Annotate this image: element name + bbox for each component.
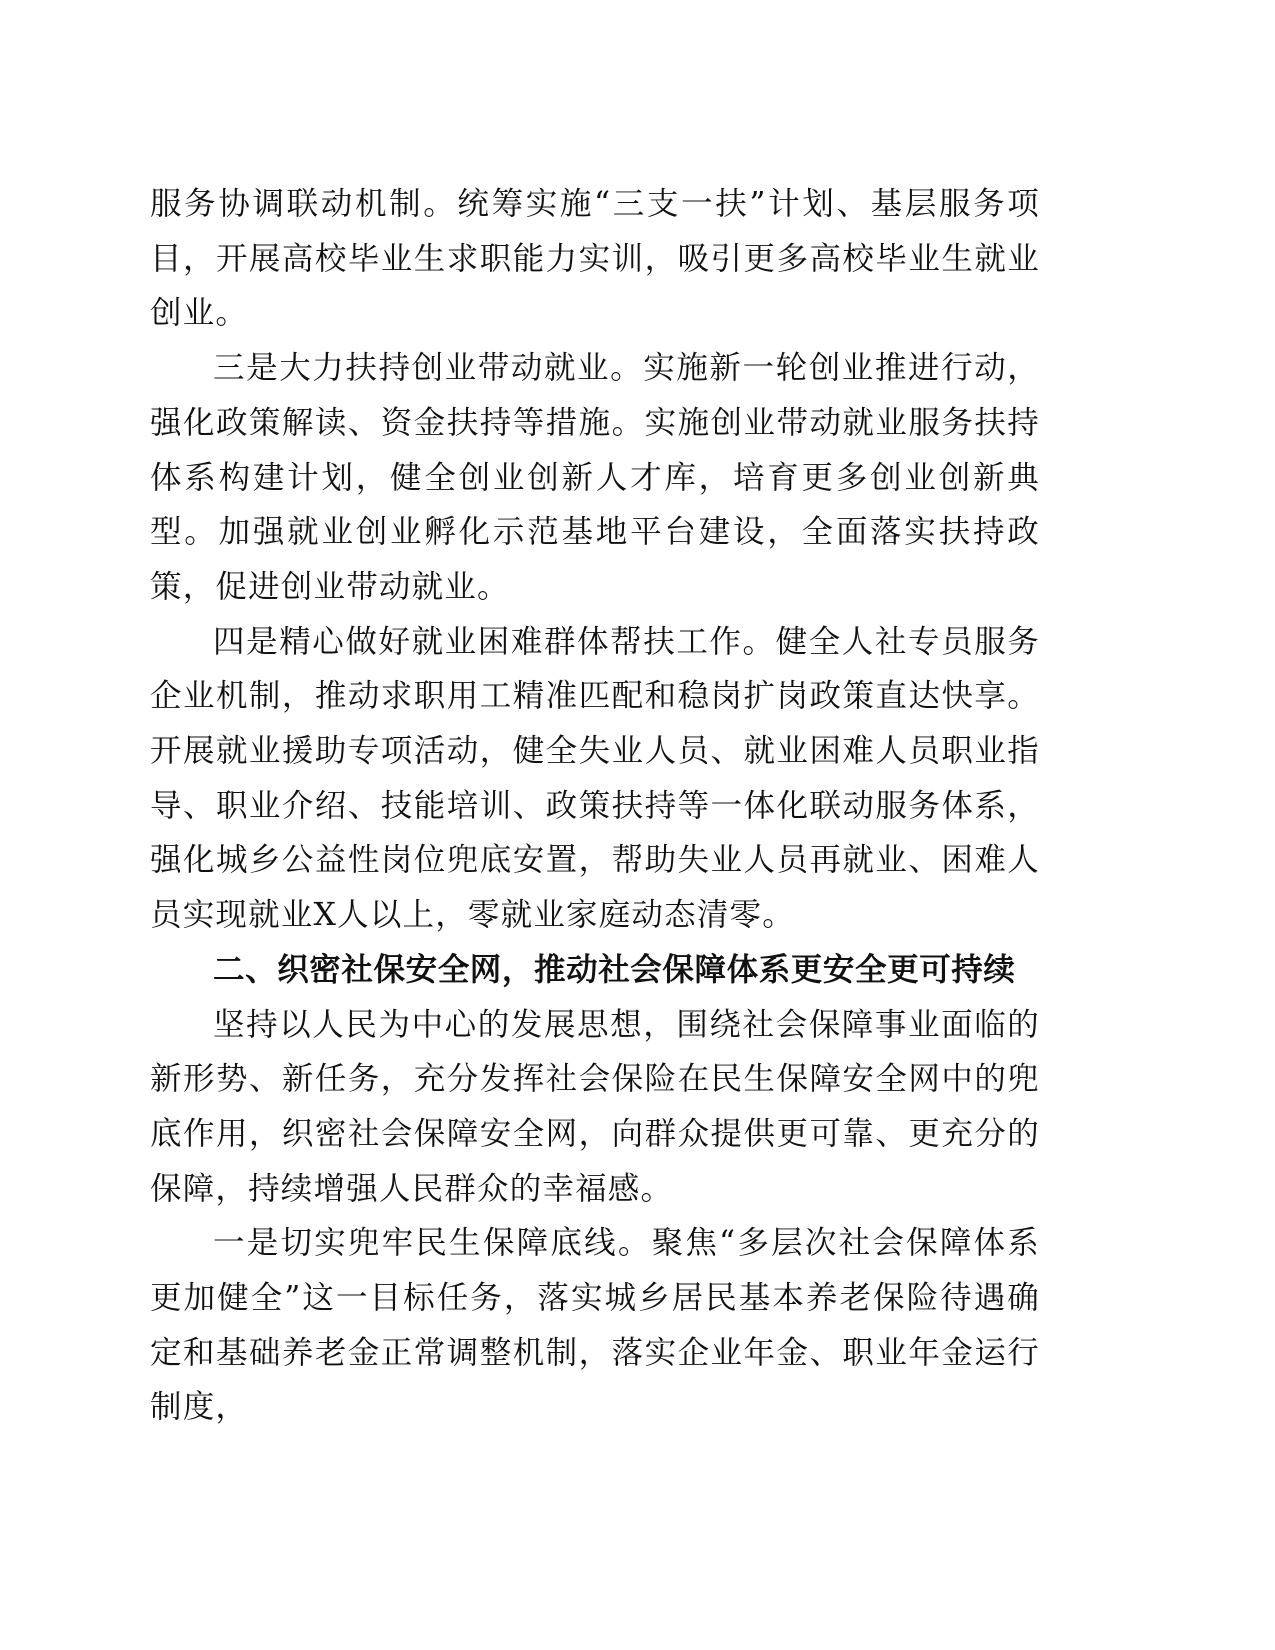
paragraph-social-security-intro: 坚持以人民为中心的发展思想，围绕社会保障事业面临的新形势、新任务，充分发挥社会保险在民生保障安全网中的兜底作用，织密社会保障安全网，向群众提供更可靠、更充分的保障，持续增强人民群众的幸福感。: [150, 1006, 1040, 1207]
paragraph-continuation: 服务协调联动机制。统筹实施“三支一扶”计划、基层服务项目，开展高校毕业生求职能力实训，吸引更多高校毕业生就业创业。: [150, 186, 1040, 332]
section-heading: 二、织密社保安全网，推动社会保障体系更安全更可持续: [213, 951, 1016, 988]
document-body: [150, 177, 1040, 1435]
paragraph-employment-assistance: 四是精心做好就业困难群体帮扶工作。健全人社专员服务企业机制，推动求职用工精准匹配和稳岗扩岗政策直达快享。开展就业援助专项活动，健全失业人员、就业困难人员职业指导、职业介绍、技能培训、政策扶持等一体化联动服务体系，强化城乡公益性岗位兜底安置，帮助失业人员再就业、困难人员实现就业X人以上，零就业家庭动态清零。: [150, 623, 1040, 934]
paragraph-livelihood-baseline: 一是切实兜牢民生保障底线。聚焦“多层次社会保障体系更加健全”这一目标任务，落实城乡居民基本养老保险待遇确定和基础养老金正常调整机制，落实企业年金、职业年金运行制度，: [150, 1225, 1040, 1426]
paragraph-entrepreneurship: 三是大力扶持创业带动就业。实施新一轮创业推进行动，强化政策解读、资金扶持等措施。实施创业带动就业服务扶持体系构建计划，健全创业创新人才库，培育更多创业创新典型。加强就业创业孵化示范基地平台建设，全面落实扶持政策，促进创业带动就业。: [150, 350, 1040, 605]
